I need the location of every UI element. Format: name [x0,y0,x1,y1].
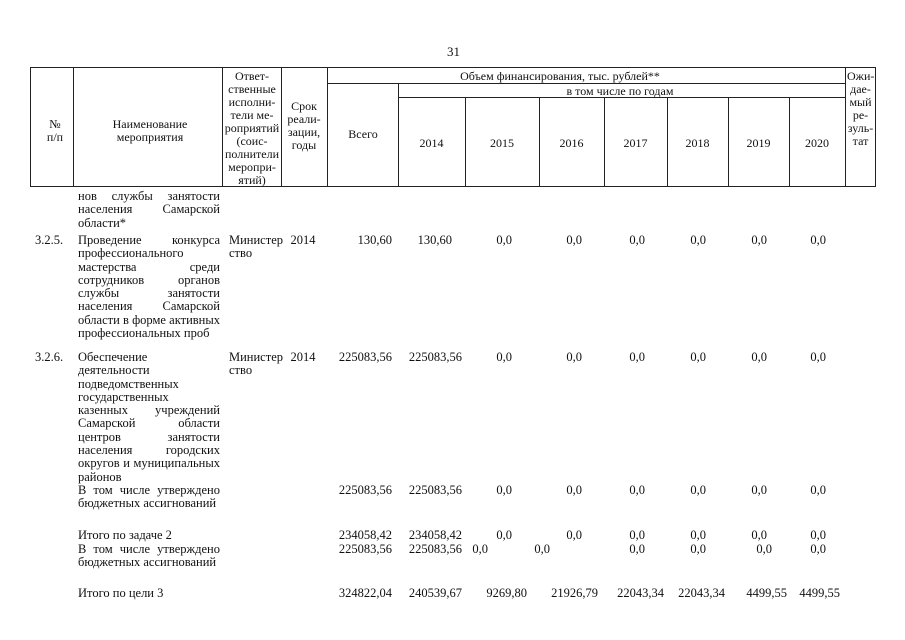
row-name: В том числе утверждено бюджетных ассигнований [78,483,220,511]
header-result: Ожи-дае-мый ре-зуль-тат [847,69,875,148]
row-2016: 0,0 [566,233,582,247]
row-2015: 0,0 [496,483,512,497]
page-number: 31 [447,44,460,59]
header-year-2015: 2015 [490,136,514,150]
row-2017: 0,0 [629,528,645,542]
row-2015: 0,0 [496,233,512,247]
row-2018: 0,0 [690,350,706,364]
row-number: 3.2.6. [35,350,64,364]
row-total: 225083,56 [338,350,392,364]
row-2019: 0,0 [751,528,767,542]
row-term: 2014 [290,350,316,364]
row-2017: 0,0 [629,233,645,247]
header-year-2014: 2014 [419,136,444,150]
row-total: 225083,56 [338,542,392,556]
row-2019: 0,0 [751,350,767,364]
row-2020: 0,0 [810,528,826,542]
row-total: 324822,04 [338,586,392,600]
row-number: 3.2.5. [35,233,64,247]
row-2019: 0,0 [756,542,772,556]
header-year-2016: 2016 [559,136,584,150]
row-2018: 22043,34 [678,586,725,600]
header-name: Наименование мероприятия [112,117,188,144]
row-2018: 0,0 [690,233,706,247]
header-year-2020: 2020 [805,136,829,150]
carry-over-text: нов службы занятости населения Самарской области* [78,189,220,230]
row-2020: 0,0 [810,483,826,497]
row-total: 225083,56 [338,483,392,497]
row-2019: 0,0 [751,233,767,247]
row-2014: 234058,42 [408,528,462,542]
header-no: № п/п [46,117,64,144]
row-2015: 0,0 [472,542,488,556]
row-responsible: Министерство [229,233,283,261]
header-resp: Ответ-ственные исполни-тели ме-роприятий (соис-полнители меропри-ятий) [224,69,280,187]
row-2016: 0,0 [566,350,582,364]
header-funding: Объем финансирования, тыс. рублей** [460,69,660,83]
row-name: В том числе утверждено бюджетных ассигнований [78,542,220,570]
row-2016: 0,0 [566,528,582,542]
row-2020: 4499,55 [799,586,840,600]
row-2014: 130,60 [417,233,452,247]
row-2016: 21926,79 [551,586,598,600]
row-2017: 0,0 [629,483,645,497]
row-2020: 0,0 [810,542,826,556]
row-2019: 4499,55 [746,586,787,600]
header-year-2017: 2017 [623,136,648,150]
header-year-2019: 2019 [746,136,771,150]
row-2016: 0,0 [566,483,582,497]
row-2020: 0,0 [810,350,826,364]
row-2014: 225083,56 [408,350,462,364]
row-name: Итого по цели 3 [78,586,164,600]
row-name: Итого по задаче 2 [78,528,172,542]
header-year-2018: 2018 [685,136,710,150]
row-total: 130,60 [357,233,392,247]
header-total: Всего [348,127,378,141]
row-2015: 0,0 [496,528,512,542]
row-2017: 0,0 [629,542,645,556]
row-2016: 0,0 [534,542,550,556]
row-name: Обеспечение деятельности подведомственных государственных казенных учреждений Самарской области центров занятости населения городских округов и муниципальных районов [78,350,220,484]
row-2015: 0,0 [496,350,512,364]
header-by-year: в том числе по годам [566,84,674,98]
header-term: Срок реали-зации, годы [287,99,321,152]
row-term: 2014 [290,233,316,247]
row-2018: 0,0 [690,542,706,556]
row-name: Проведение конкурса профессионального мастерства среди сотрудников органов службы занятости населения Самарской области в форме активных профессиональных проб [78,233,220,341]
row-2017: 22043,34 [617,586,664,600]
row-2015: 9269,80 [486,586,527,600]
row-responsible: Министерство [229,350,283,378]
row-2014: 225083,56 [408,542,462,556]
row-2017: 0,0 [629,350,645,364]
row-2014: 225083,56 [408,483,462,497]
row-2014: 240539,67 [408,586,462,600]
row-2020: 0,0 [810,233,826,247]
row-total: 234058,42 [338,528,392,542]
row-2018: 0,0 [690,528,706,542]
row-2018: 0,0 [690,483,706,497]
row-2019: 0,0 [751,483,767,497]
